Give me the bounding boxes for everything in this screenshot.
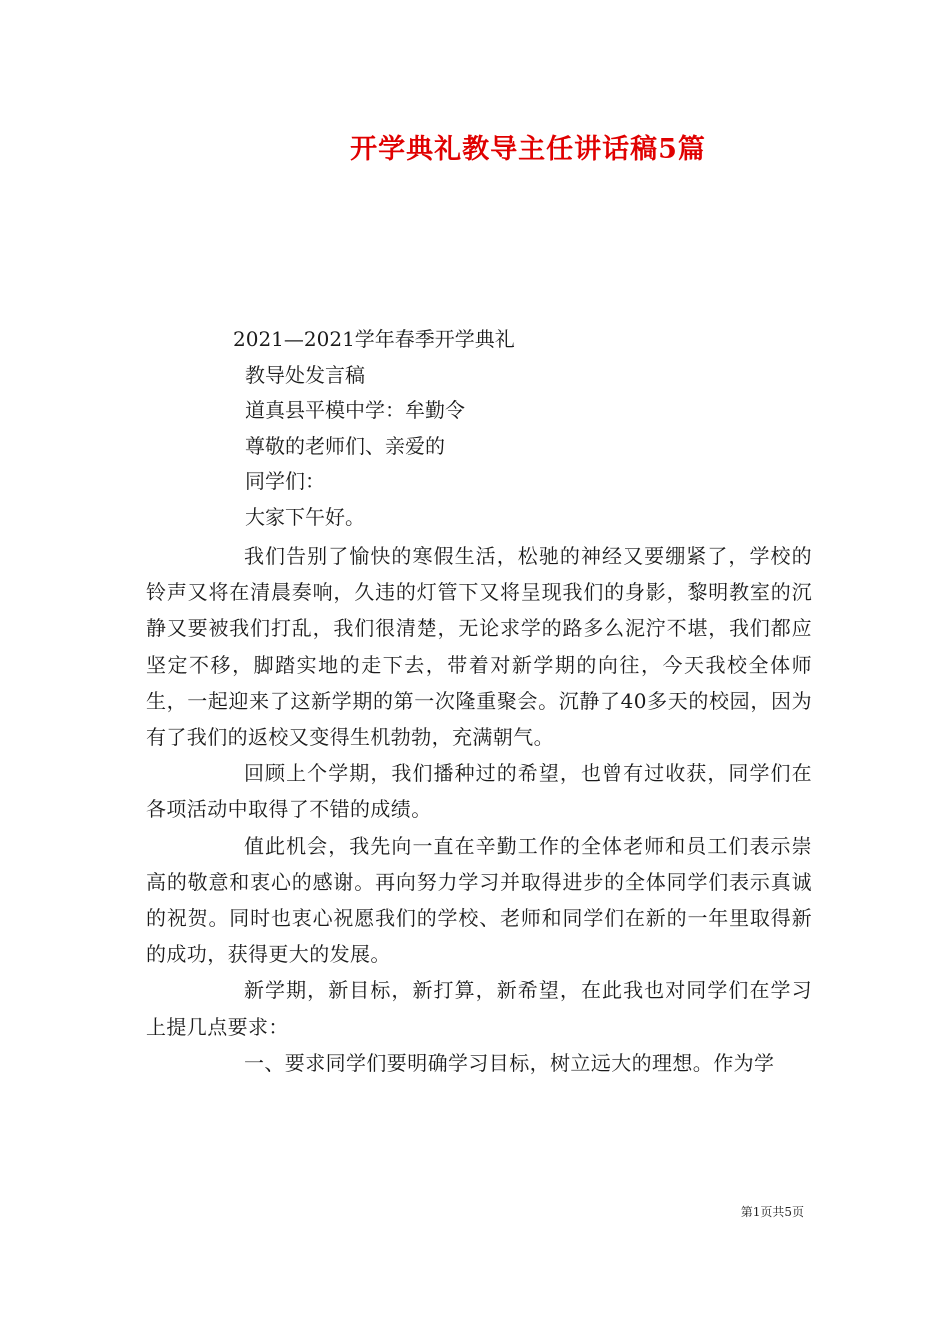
paragraph: 回顾上个学期，我们播种过的希望，也曾有过收获，同学们在各项活动中取得了不错的成绩。	[146, 761, 812, 822]
speech-header	[233, 322, 515, 535]
salutation-line: 尊敬的老师们、亲爱的	[245, 433, 445, 458]
page-number: 第1页共5页	[740, 1205, 804, 1219]
event-line: 2021—2021学年春季开学典礼	[233, 327, 515, 351]
speech-body	[146, 538, 812, 1081]
document-title: 开学典礼教导主任讲话稿5篇	[350, 134, 706, 165]
paragraph: 一、要求同学们要明确学习目标，树立远大的理想。作为学	[244, 1050, 775, 1075]
paragraph: 我们告别了愉快的寒假生活，松驰的神经又要绷紧了，学校的铃声又将在清晨奏响，久违的灯管下又将呈现我们的身影，黎明教室的沉静又要被我们打乱，我们很清楚，无论求学的路多么泥泞不堪，我们都应坚定不移，脚踏实地的走下去，带着对新学期的向往，今天我校全体师生，一起迎来了这新学期的第一次隆重聚会。沉静了40多天的校园，因为有了我们的返校又变得生机勃勃，充满朝气。	[146, 544, 812, 750]
speech-type-line: 教导处发言稿	[245, 362, 365, 387]
greeting-line: 大家下午好。	[245, 504, 365, 529]
salutation-continued-line: 同学们：	[245, 469, 325, 493]
paragraph: 值此机会，我先向一直在辛勤工作的全体老师和员工们表示崇高的敬意和衷心的感谢。再向努力学习并取得进步的全体同学们表示真诚的祝贺。同时也衷心祝愿我们的学校、老师和同学们在新的一年里取得新的成功，获得更大的发展。	[146, 833, 812, 967]
paragraph: 新学期，新目标，新打算，新希望，在此我也对同学们在学习上提几点要求：	[146, 978, 812, 1039]
author-line: 道真县平模中学：牟勤令	[245, 398, 465, 422]
